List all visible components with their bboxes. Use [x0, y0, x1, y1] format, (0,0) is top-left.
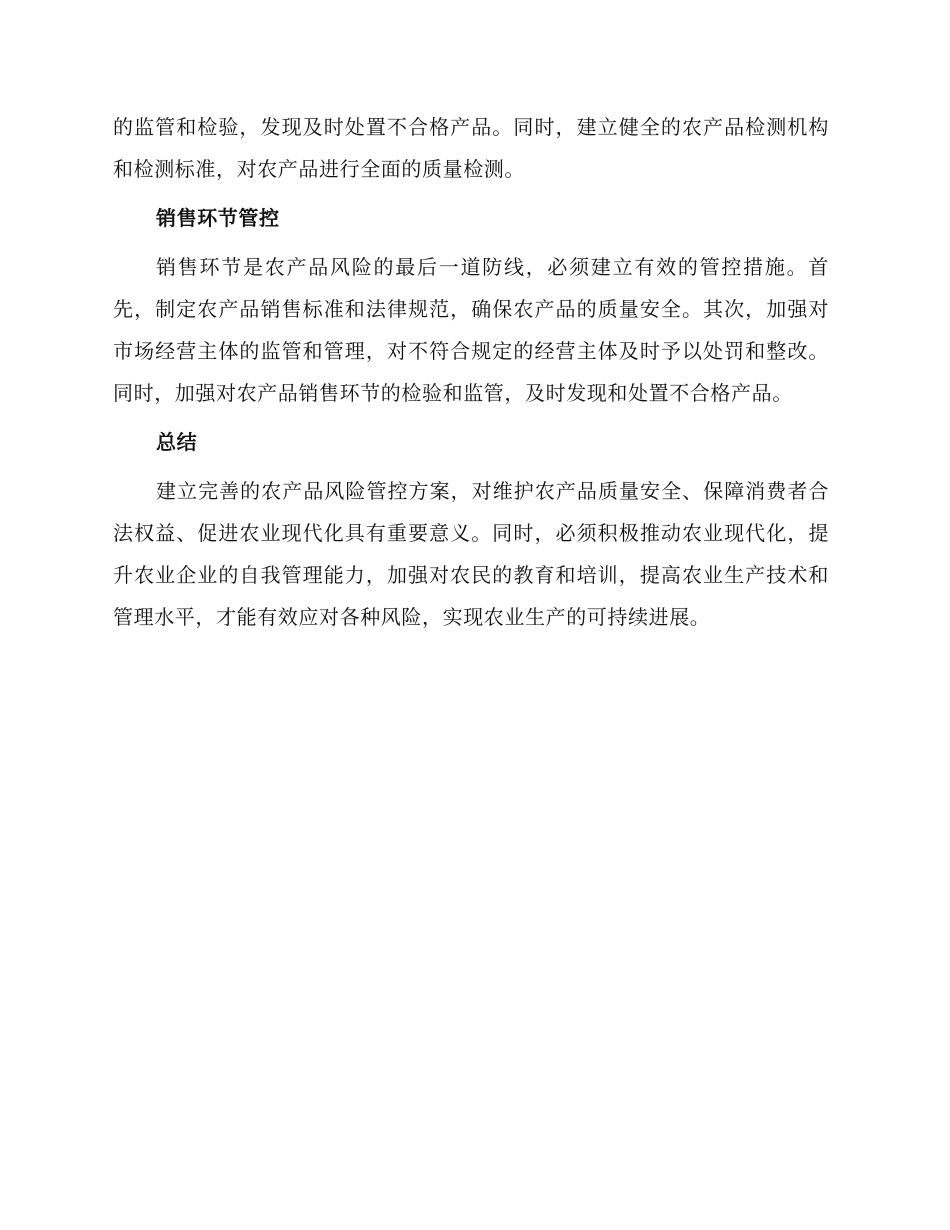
document-body — [113, 106, 829, 638]
section-heading-summary: 总结 — [156, 430, 198, 454]
section-heading-sales: 销售环节管控 — [156, 206, 280, 230]
paragraph-summary: 建立完善的农产品风险管控方案，对维护农产品质量安全、保障消费者合法权益、促进农业现代化具有重要意义。同时，必须积极推动农业现代化，提升农业企业的自我管理能力，加强对农民的教育和培训，提高农业生产技术和管理水平，才能有效应对各种风险，实现农业生产的可持续进展。 — [113, 479, 829, 629]
paragraph-sales: 销售环节是农产品风险的最后一道防线，必须建立有效的管控措施。首先，制定农产品销售标准和法律规范，确保农产品的质量安全。其次，加强对市场经营主体的监管和管理，对不符合规定的经营主体及时予以处罚和整改。同时，加强对农产品销售环节的检验和监管，及时发现和处置不合格产品。 — [113, 255, 829, 405]
paragraph-continued: 的监管和检验，发现及时处置不合格产品。同时，建立健全的农产品检测机构和检测标准，对农产品进行全面的质量检测。 — [113, 115, 829, 181]
